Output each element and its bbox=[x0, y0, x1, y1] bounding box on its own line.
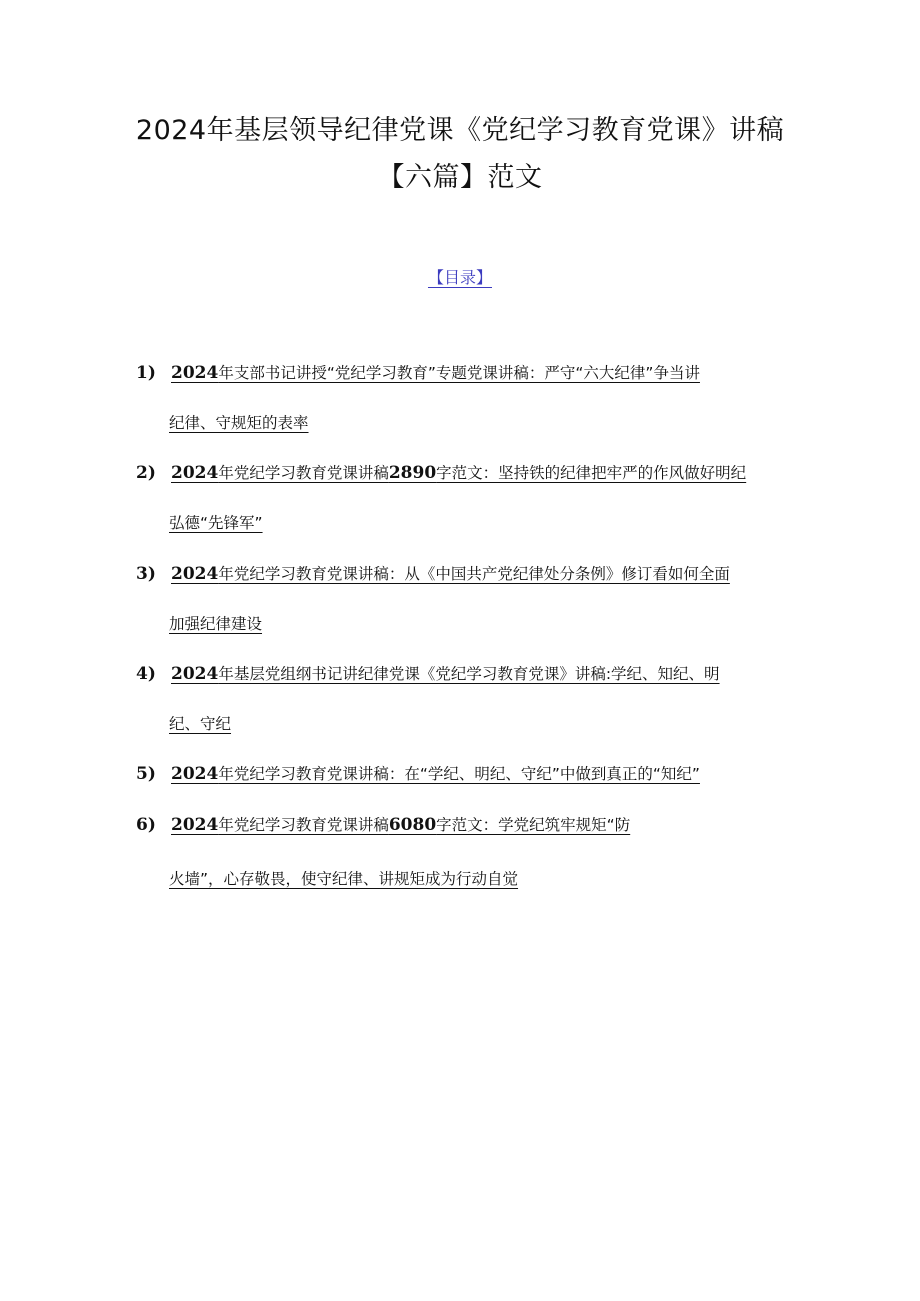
toc-item-number: 4) bbox=[136, 664, 156, 684]
toc-item-link-line-2[interactable]: 纪律、守规矩的表率 bbox=[169, 414, 309, 432]
toc-heading-link[interactable]: 【目录】 bbox=[427, 268, 492, 287]
toc-item-text: 年党纪学习教育党课讲稿：在“学纪、明纪、守纪”中做到真正的“知纪” bbox=[218, 765, 700, 783]
toc-item-word-count: 6080 bbox=[388, 815, 437, 835]
toc-item-text: 字范文：坚持铁的纪律把牢严的作风做好明纪 bbox=[436, 464, 747, 482]
toc-item-number: 5) bbox=[136, 764, 156, 784]
toc-item-year: 2024 bbox=[171, 463, 219, 483]
toc-item-year: 2024 bbox=[171, 564, 219, 584]
toc-item-number: 3) bbox=[136, 564, 156, 584]
document-title-line-2: 【六篇】范文 bbox=[377, 162, 543, 193]
toc-item-text: 年支部书记讲授“党纪学习教育”专题党课讲稿：严守“六大纪律”争当讲 bbox=[218, 364, 700, 382]
toc-item-link-line-1[interactable] bbox=[171, 666, 720, 683]
toc-item-link-line-1[interactable] bbox=[171, 766, 700, 783]
toc-item-link-line-2[interactable]: 加强纪律建设 bbox=[169, 615, 263, 633]
toc-item-text: 年党纪学习教育党课讲稿：从《中国共产党纪律处分条例》修订看如何全面 bbox=[218, 565, 730, 583]
toc-item-year: 2024 bbox=[171, 664, 219, 684]
document-title-line-1: 2024年基层领导纪律党课《党纪学习教育党课》讲稿 bbox=[135, 115, 785, 146]
toc-item-link-line-1[interactable] bbox=[171, 566, 730, 583]
toc-item-year: 2024 bbox=[171, 815, 219, 835]
toc-item-year: 2024 bbox=[171, 363, 219, 383]
toc-item-text: 年基层党组纲书记讲纪律党课《党纪学习教育党课》讲稿:学纪、知纪、明 bbox=[218, 665, 720, 683]
toc-item-link-line-2[interactable]: 纪、守纪 bbox=[169, 715, 232, 733]
toc-item-link-line-2[interactable]: 弘德“先锋军” bbox=[169, 514, 263, 532]
toc-item-text: 年党纪学习教育党课讲稿 bbox=[218, 464, 389, 482]
toc-item-link-line-2[interactable]: 火墙”，心存敬畏，使守纪律、讲规矩成为行动自觉 bbox=[169, 870, 519, 888]
toc-item-link-line-1[interactable] bbox=[171, 817, 630, 834]
toc-item-number: 6) bbox=[136, 815, 156, 835]
toc-item-link-line-1[interactable] bbox=[171, 465, 746, 482]
toc-item-number: 2) bbox=[136, 463, 156, 483]
toc-item-number: 1) bbox=[136, 363, 156, 383]
toc-item-link-line-1[interactable] bbox=[171, 365, 700, 382]
toc-item-text: 年党纪学习教育党课讲稿 bbox=[218, 816, 389, 834]
toc-item-text: 字范文：学党纪筑牢规矩“防 bbox=[436, 816, 631, 834]
toc-item-year: 2024 bbox=[171, 764, 219, 784]
toc-item-word-count: 2890 bbox=[388, 463, 437, 483]
